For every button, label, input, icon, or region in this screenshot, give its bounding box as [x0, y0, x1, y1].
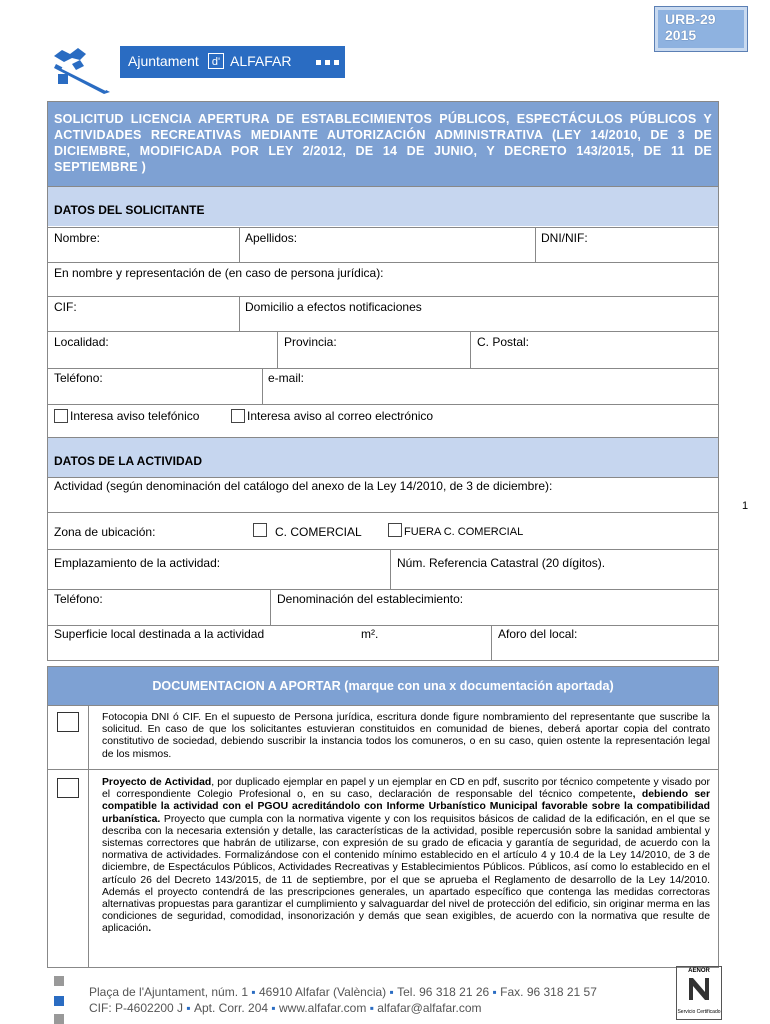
footer-line-2: CIF: P-4602200 J ▪ Apt. Corr. 204 ▪ www.alfafar.com ▪ alfafar@alfafar.com: [89, 1001, 482, 1015]
doc-dni-checkbox[interactable]: [57, 712, 79, 732]
aviso-correo-label: Interesa aviso al correo electrónico: [247, 409, 434, 423]
logo-dot-icon: [325, 60, 330, 65]
dni-field[interactable]: DNI/NIF:: [541, 231, 588, 245]
doc-proyecto-text: [102, 777, 710, 936]
apellidos-field[interactable]: Apellidos:: [245, 231, 298, 245]
logo-dot-icon: [334, 60, 339, 65]
logo-name: ALFAFAR: [230, 53, 292, 69]
aviso-telefonico-label: Interesa aviso telefónico: [70, 409, 200, 423]
footer-apt: Apt. Corr. 204: [194, 1001, 269, 1015]
doc-proyecto-end: .: [148, 923, 152, 935]
footer-square-icon: [54, 996, 64, 1006]
aviso-correo-checkbox[interactable]: [231, 409, 245, 423]
form-code-badge: [654, 6, 748, 52]
emplazamiento-field[interactable]: Emplazamiento de la actividad:: [54, 556, 221, 570]
documentacion-header: DOCUMENTACION A APORTAR (marque con una x documentación aportada): [48, 667, 718, 705]
localidad-field[interactable]: Localidad:: [54, 335, 109, 349]
footer-tel: Tel. 96 318 21 26: [397, 985, 490, 999]
zona-label: Zona de ubicación:: [54, 525, 156, 539]
actividad-telefono-field[interactable]: Teléfono:: [54, 592, 103, 606]
logo-prefix: Ajuntament: [128, 53, 199, 69]
form-title: SOLICITUD LICENCIA APERTURA DE ESTABLECIMIENTOS PÚBLICOS, ESPECTÁCULOS PÚBLICOS Y ACTIVIDADES RECREATIVAS MEDIANTE AUTORIZACIÓN ADMINISTRATIVA (LEY 14/2010, DE 3 DE DICIEMBRE, MODIFICADA POR LEY 2/2012, DE 14 DE JUNIO, Y DECRETO 143/2015, DE 11 DE SEPTIEMBRE ): [48, 102, 718, 186]
denominacion-field[interactable]: Denominación del establecimiento:: [277, 592, 464, 606]
footer-fax: Fax. 96 318 21 57: [500, 985, 597, 999]
section-header-solicitante: DATOS DEL SOLICITANTE: [48, 186, 718, 226]
ajuntament-logo: [120, 46, 345, 78]
comercial-label: C. COMERCIAL: [275, 525, 362, 539]
doc-proyecto-bold-1: Proyecto de Actividad: [102, 777, 212, 788]
footer-square-icon: [54, 976, 64, 986]
footer-city: 46910 Alfafar (València): [258, 985, 387, 999]
fuera-comercial-checkbox[interactable]: [388, 523, 402, 537]
footer-cif: CIF: P-4602200 J: [89, 1001, 184, 1015]
aenor-n-icon: [677, 974, 721, 1004]
footer-square-icon: [54, 1014, 64, 1024]
footer-email[interactable]: alfafar@alfafar.com: [377, 1001, 482, 1015]
footer-address: Plaça de l'Ajuntament, núm. 1: [89, 985, 249, 999]
form-code: URB-29: [665, 11, 716, 27]
nombre-field[interactable]: Nombre:: [54, 231, 101, 245]
telefono-field[interactable]: Teléfono:: [54, 371, 103, 385]
doc-proyecto-part-1: , por duplicado ejemplar en papel y un ejemplar en CD en pdf, suscrito por técnico competente y visado por el correspondiente Colegio Profesional o, en su caso, declaración de responsable del técnico competente: [102, 777, 710, 801]
aenor-label: AENOR: [688, 968, 710, 974]
footer-line-1: Plaça de l'Ajuntament, núm. 1 ▪ 46910 Alfafar (València) ▪ Tel. 96 318 21 26 ▪ Fax. 96 318 21 57: [89, 985, 597, 999]
domicilio-field[interactable]: Domicilio a efectos notificaciones: [245, 300, 422, 314]
aenor-sub: Servicio Certificado: [677, 1009, 721, 1015]
representacion-field[interactable]: En nombre y representación de (en caso de persona jurídica):: [54, 266, 384, 280]
doc-proyecto-part-2: Proyecto que cumpla con la normativa vigente y con los requisitos básicos de calidad de la edificación, en el que se describa con la necesaria extensión y detalle, las características de la actividad, posible repercusión sobre la sanidad ambiental y sistemas correctores que habrán de utilizarse, con expresión de su grado de eficacia y garantía de seguridad, de acuerdo con la normativa de actividades. Formalizándose con el contenido mínimo establecido en el artículo 4 y 10.4 de la Ley 14/2010, de 3 de diciembre, de Espectáculos Públicos, Actividades Recreativas y Establecimientos Públicos. Públicos, así como lo establecido en el artículo 26 del Decreto 143/2015, de 11 de septiembre, por el que se aprueba el Reglamento de desarrollo de la Ley 14/2010. Además el proyecto contendrá de las prescripciones generales, un apartado específico que contenga las medidas correctoras alternativas propuestas para garantizar el cumplimiento y salvaguardar del nivel de protección del edificio, sin originar merma en las condiciones de seguridad, comodidad, insonorización y demás que sean exigibles, de acuerdo con la normativa que resulte de aplicación: [102, 813, 710, 935]
doc-proyecto-checkbox[interactable]: [57, 778, 79, 798]
cif-field[interactable]: CIF:: [54, 300, 77, 314]
fuera-comercial-label: FUERA C. COMERCIAL: [404, 526, 524, 538]
logo-dot-icon: [316, 60, 321, 65]
footer-web[interactable]: www.alfafar.com: [278, 1001, 367, 1015]
catastral-field[interactable]: Núm. Referencia Catastral (20 dígitos).: [397, 556, 606, 570]
page-number: 1: [742, 500, 749, 512]
aforo-field[interactable]: Aforo del local:: [498, 627, 578, 641]
m2-unit: m².: [361, 627, 379, 641]
form-year: 2015: [665, 27, 697, 43]
superficie-field[interactable]: Superficie local destinada a la actividad: [54, 627, 265, 641]
aviso-telefonico-checkbox[interactable]: [54, 409, 68, 423]
email-field[interactable]: e-mail:: [268, 371, 305, 385]
actividad-field[interactable]: Actividad (según denominación del catálogo del anexo de la Ley 14/2010, de 3 de diciembre):: [54, 479, 553, 493]
provincia-field[interactable]: Provincia:: [284, 335, 337, 349]
section-header-actividad: DATOS DE LA ACTIVIDAD: [48, 437, 718, 477]
coat-of-arms-icon: [50, 46, 114, 94]
comercial-checkbox[interactable]: [253, 523, 267, 537]
cpostal-field[interactable]: C. Postal:: [477, 335, 530, 349]
doc-dni-text: Fotocopia DNI ó CIF. En el supuesto de Persona jurídica, escritura donde figure nombramiento del representante que suscribe la solicitud. En caso de que los solicitantes estuvieran constituidos en comunidad de bienes, deberá aportar copia del contrato constitutivo de sociedad, debiendo suscribir la instancia todos los comuneros, o en su caso, quien ostente la representación legal de los mismos.: [102, 712, 710, 760]
aenor-certification-badge: [676, 966, 722, 1020]
logo-d: d': [208, 53, 224, 69]
doc-proyecto-bold-2: , debiendo ser compatible la actividad con el PGOU acreditándolo con Informe Urbanístico Municipal favorable sobre la compatibilidad urbanística.: [102, 789, 710, 825]
